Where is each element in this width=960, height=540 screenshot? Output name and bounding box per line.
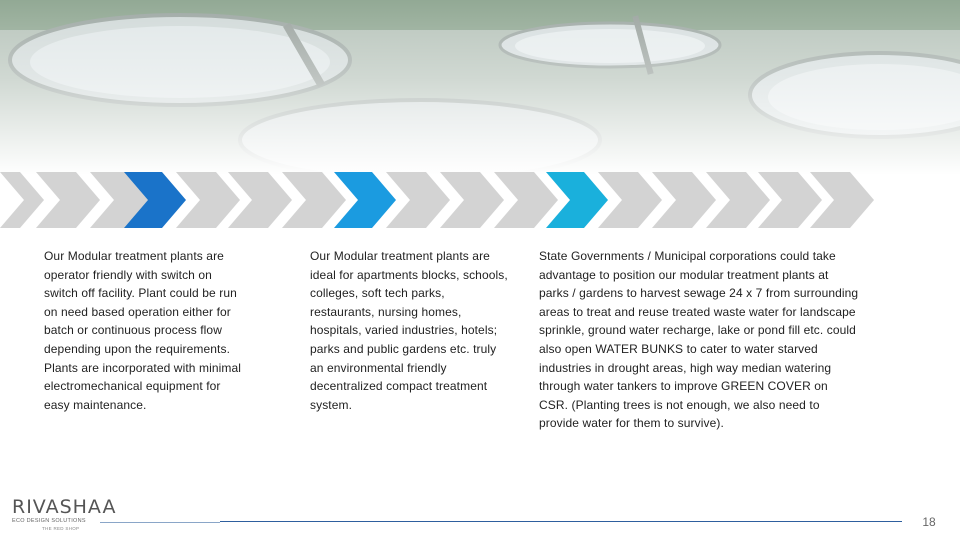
logo-tagline: ECO DESIGN SOLUTIONS [12, 518, 86, 524]
text-column-operator-friendly: Our Modular treatment plants are operator friendly with switch on switch off facility. Plant could be run on need based operation either for batch or continuous process flow depending upon the requirements. Plants are incorporated with minimal electromechanical equipment for easy maintenance. [44, 249, 242, 412]
chevron-arrow-band [0, 172, 960, 230]
chevron-arrow-icon [0, 172, 874, 228]
page-number: 18 [922, 515, 936, 529]
text-column-applications: Our Modular treatment plants are ideal for apartments blocks, schools, colleges, soft tech parks, restaurants, nursing homes, hospitals, varied industries, hotels; parks and public gardens etc. truly an environmental friendly decentralized compact treatment system. [310, 249, 508, 412]
hero-fade-overlay [0, 0, 960, 175]
hero-background-image [0, 0, 960, 175]
logo-subtagline: THE RED SHOP [42, 526, 80, 531]
company-logo [12, 496, 117, 534]
logo-wordmark: RIVASHAA [12, 496, 117, 518]
text-column-municipal-use: State Governments / Municipal corporations could take advantage to position our modular treatment plants at parks / gardens to harvest sewage 24 x 7 from surrounding areas to treat and reuse treated waste water for landscape sprinkle, ground water recharge, lake or pond fill etc. could also open WATER BUNKS to cater to water starved industries in drought areas, high way median watering through water tankers to improve GREEN COVER on CSR. (Planting trees is not enough, we also need to provide water for them to survive). [539, 249, 859, 431]
footer-rule [220, 521, 902, 522]
footer-rule-accent [100, 522, 220, 523]
